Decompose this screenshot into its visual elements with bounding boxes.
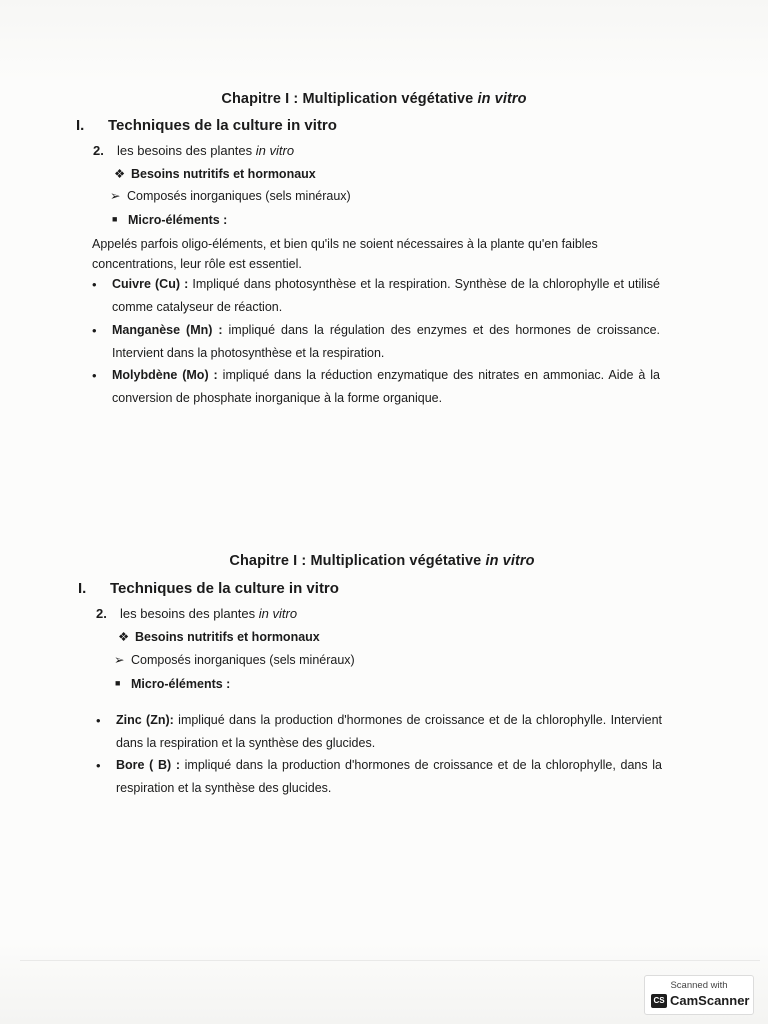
list-item: • Molybdène (Mo) : impliqué dans la réduction enzymatique des nitrates en ammoniac. Aide à la conversion de phosphate inorganique à la forme organique. (112, 364, 660, 410)
camscanner-logo-icon: CS (651, 994, 667, 1008)
level4-heading: ➢ Composés inorganiques (sels minéraux) (110, 189, 351, 203)
level5-heading: ■ Micro-éléments : (115, 677, 231, 691)
intro-paragraph: Appelés parfois oligo-éléments, et bien qu'ils ne soient nécessaires à la plante qu'en faibles concentrations, leur rôle est essentiel. (92, 237, 598, 271)
level4-heading: ➢ Composés inorganiques (sels minéraux) (114, 653, 355, 667)
section-heading: I. Techniques de la culture in vitro (78, 580, 339, 597)
square-bullet-icon: ■ (115, 678, 121, 688)
diamond-bullet-icon: ❖ (118, 630, 130, 644)
bullet-dot-icon: • (92, 277, 97, 292)
arrow-bullet-icon: ➢ (114, 653, 125, 667)
square-bullet-icon: ■ (112, 214, 118, 224)
subsection-heading: 2. les besoins des plantes in vitro (96, 606, 298, 621)
bullet-dot-icon: • (96, 758, 101, 773)
bullet-dot-icon: • (96, 713, 101, 728)
level3-heading: ❖ Besoins nutritifs et hormonaux (118, 630, 320, 644)
camscanner-watermark: Scanned with CS CamScanner (644, 975, 754, 1015)
bullet-dot-icon: • (92, 323, 97, 338)
section-heading: I. Techniques de la culture in vitro (76, 117, 337, 134)
scan-artifact-line (20, 960, 760, 961)
list-item: • Cuivre (Cu) : Impliqué dans photosynthèse et la respiration. Synthèse de la chlorophylle et utilisé comme catalyseur de réaction. (112, 273, 660, 319)
level5-heading: ■ Micro-éléments : (112, 213, 228, 227)
chapter-title: Chapitre I : Multiplication végétative in vitro (229, 553, 535, 569)
level3-heading: ❖ Besoins nutritifs et hormonaux (114, 167, 316, 181)
subsection-heading: 2. les besoins des plantes in vitro (93, 143, 295, 158)
list-item: • Manganèse (Mn) : impliqué dans la régulation des enzymes et des hormones de croissance. Intervient dans la photosynthèse et la respiration. (112, 319, 660, 365)
bullet-dot-icon: • (92, 368, 97, 383)
chapter-title: Chapitre I : Multiplication végétative in vitro (221, 91, 527, 107)
arrow-bullet-icon: ➢ (110, 189, 121, 203)
diamond-bullet-icon: ❖ (114, 167, 126, 181)
list-item: • Zinc (Zn): impliqué dans la production d'hormones de croissance et de la chlorophylle. Intervient dans la respiration et la synthèse des glucides. (116, 709, 662, 755)
list-item: • Bore ( B) : impliqué dans la production d'hormones de croissance et de la chlorophylle, dans la respiration et la synthèse des glucides. (116, 754, 662, 800)
